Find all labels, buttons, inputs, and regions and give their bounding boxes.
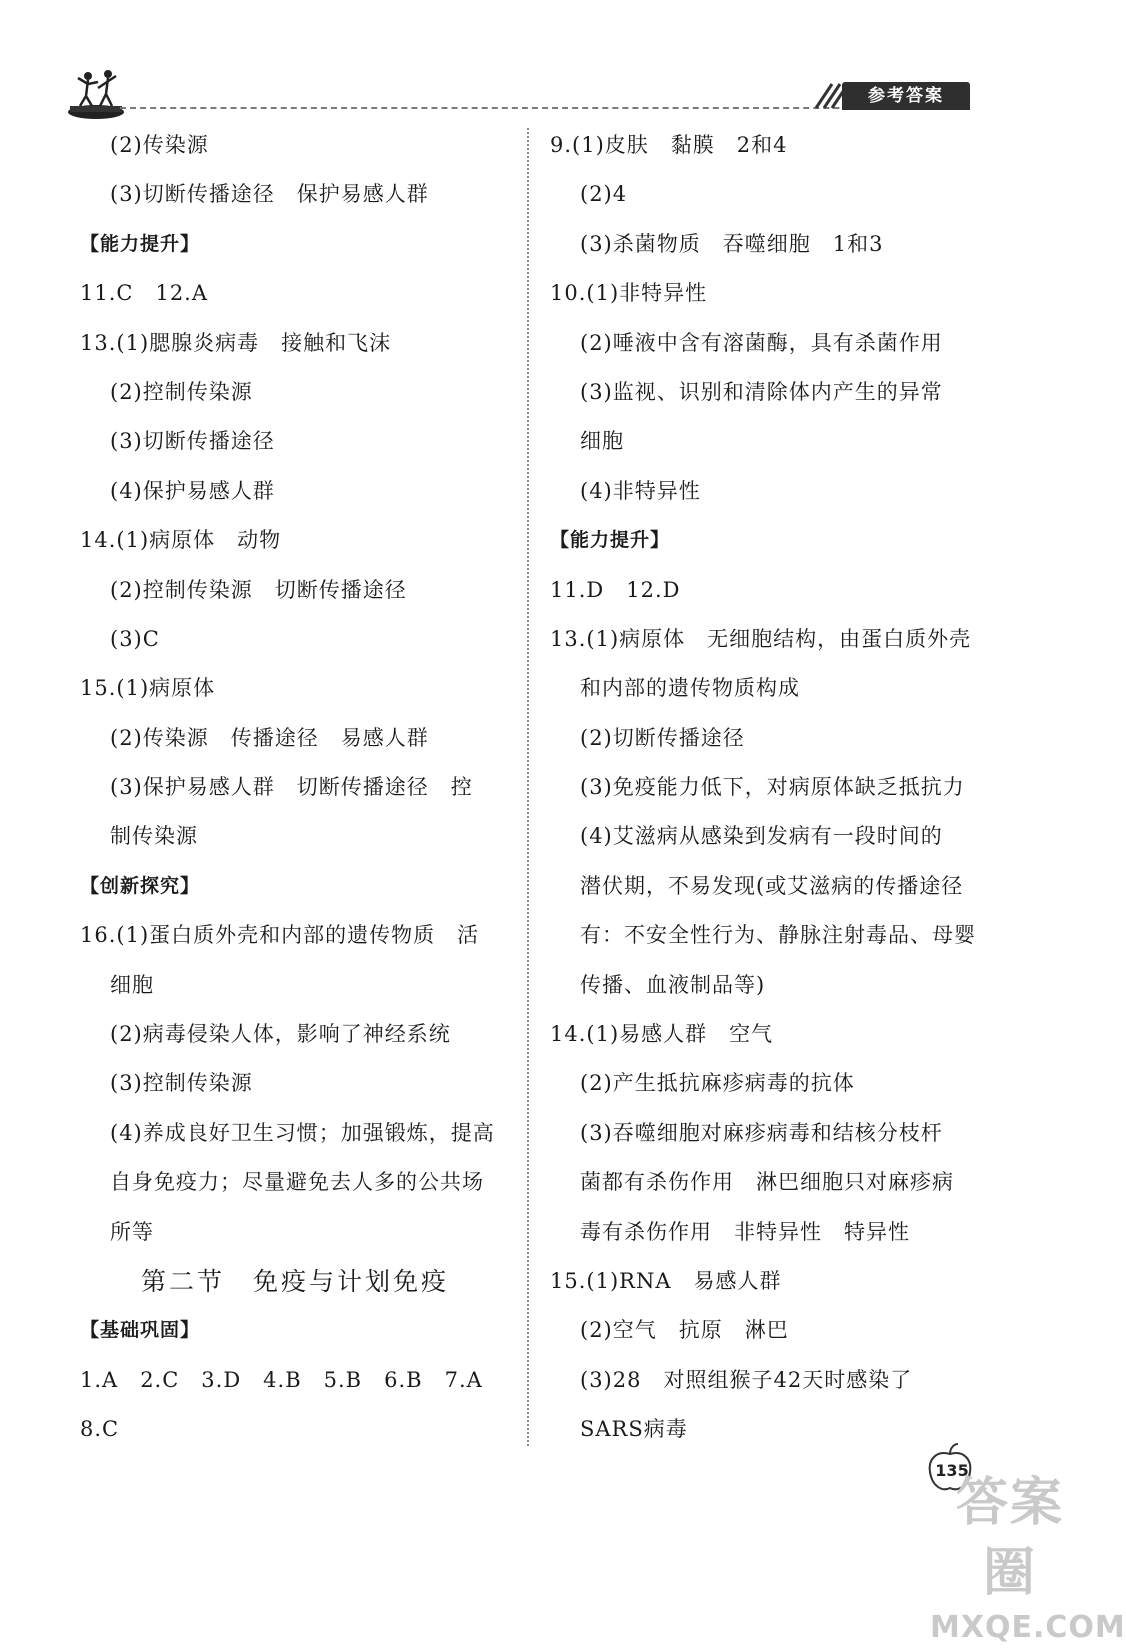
column-divider — [527, 128, 529, 1446]
left-column-line: 制传染源 — [110, 824, 198, 849]
left-column-line: (2)传染源 — [110, 133, 209, 157]
right-column-line: (2)切断传播途径 — [580, 725, 745, 750]
left-column-line: (3)控制传染源 — [110, 1071, 253, 1096]
right-column-line: 10.(1)非特异性 — [550, 281, 708, 306]
left-column-line: (3)切断传播途径 保护易感人群 — [110, 182, 429, 207]
right-column-line: (2)唾液中含有溶菌酶，具有杀菌作用 — [580, 330, 943, 355]
right-column-line: 9.(1)皮肤 黏膜 2和4 — [550, 133, 788, 157]
left-column-line: 自身免疫力；尽量避免去人多的公共场 — [110, 1170, 484, 1195]
left-column-line: 1.A 2.C 3.D 4.B 5.B 6.B 7.A — [80, 1367, 483, 1392]
right-column-line: (3)杀菌物质 吞噬细胞 1和3 — [580, 231, 884, 256]
watermark-logo — [930, 1468, 1126, 1645]
left-column-line: (3)C — [110, 626, 160, 651]
page-number: 135 — [935, 1461, 969, 1480]
right-column — [550, 121, 980, 1455]
left-column-line: 16.(1)蛋白质外壳和内部的遗传物质 活 — [80, 923, 480, 948]
right-column-line: 13.(1)病原体 无细胞结构，由蛋白质外壳 — [550, 626, 972, 651]
left-column-line: (4)保护易感人群 — [110, 478, 275, 503]
right-column-line: (4)艾滋病从感染到发病有一段时间的 — [580, 824, 943, 849]
right-column-line: (3)吞噬细胞对麻疹病毒和结核分枝杆 — [580, 1120, 943, 1145]
left-column — [80, 121, 510, 1455]
right-column-line: (3)免疫能力低下，对病原体缺乏抵抗力 — [580, 775, 965, 800]
watermark-top: 答案圈 — [955, 1473, 1064, 1603]
right-column-line: (2)4 — [580, 182, 628, 207]
left-column-line: (2)控制传染源 切断传播途径 — [110, 577, 407, 602]
right-column-line: 传播、血液制品等) — [580, 972, 766, 997]
left-column-line: 所等 — [110, 1219, 154, 1244]
left-column-line: 13.(1)腮腺炎病毒 接触和飞沫 — [80, 330, 392, 355]
right-column-line: 11.D 12.D — [550, 577, 681, 602]
left-column-line: (4)养成良好卫生习惯；加强锻炼，提高 — [110, 1120, 495, 1145]
left-column-line: (2)传染源 传播途径 易感人群 — [110, 725, 429, 750]
left-column-line: 细胞 — [110, 972, 154, 997]
watermark-bottom: MXQE.COM — [930, 1610, 1126, 1645]
left-column-line: (3)切断传播途径 — [110, 429, 275, 454]
left-column-line: 【能力提升】 — [80, 232, 201, 255]
right-column-line: 15.(1)RNA 易感人群 — [550, 1268, 782, 1293]
right-column-line: 【能力提升】 — [550, 529, 671, 552]
right-column-line: 毒有杀伤作用 非特异性 特异性 — [580, 1219, 910, 1244]
header-tag: 参考答案 — [842, 82, 970, 110]
right-column-line: 和内部的遗传物质构成 — [580, 676, 800, 701]
left-column-line: (2)控制传染源 — [110, 379, 253, 404]
left-column-line: 第二节 免疫与计划免疫 — [140, 1266, 449, 1296]
right-column-line: 菌都有杀伤作用 淋巴细胞只对麻疹病 — [580, 1170, 954, 1195]
right-column-line: (3)28 对照组猴子42天时感染了 — [580, 1367, 913, 1392]
right-column-line: SARS病毒 — [580, 1417, 688, 1442]
right-column-line: (2)产生抵抗麻疹病毒的抗体 — [580, 1071, 855, 1096]
left-column-line: 8.C — [80, 1417, 120, 1442]
right-column-line: 有：不安全性行为、静脉注射毒品、母婴 — [580, 923, 976, 948]
right-column-line: 细胞 — [580, 429, 624, 454]
right-column-line: (4)非特异性 — [580, 478, 701, 503]
left-column-line: 14.(1)病原体 动物 — [80, 528, 282, 553]
left-column-line: 15.(1)病原体 — [80, 676, 216, 701]
left-column-line: 【基础巩固】 — [80, 1319, 201, 1342]
right-column-line: 潜伏期，不易发现(或艾滋病的传播途径 — [580, 873, 964, 898]
right-column-line: 14.(1)易感人群 空气 — [550, 1022, 774, 1047]
right-column-line: (3)监视、识别和清除体内产生的异常 — [580, 379, 943, 404]
left-column-line: (3)保护易感人群 切断传播途径 控 — [110, 775, 473, 800]
right-column-line: (2)空气 抗原 淋巴 — [580, 1318, 789, 1343]
header-logo-icon — [66, 66, 128, 120]
left-column-line: (2)病毒侵染人体，影响了神经系统 — [110, 1022, 451, 1047]
left-column-line: 11.C 12.A — [80, 281, 209, 306]
left-column-line: 【创新探究】 — [80, 874, 201, 897]
